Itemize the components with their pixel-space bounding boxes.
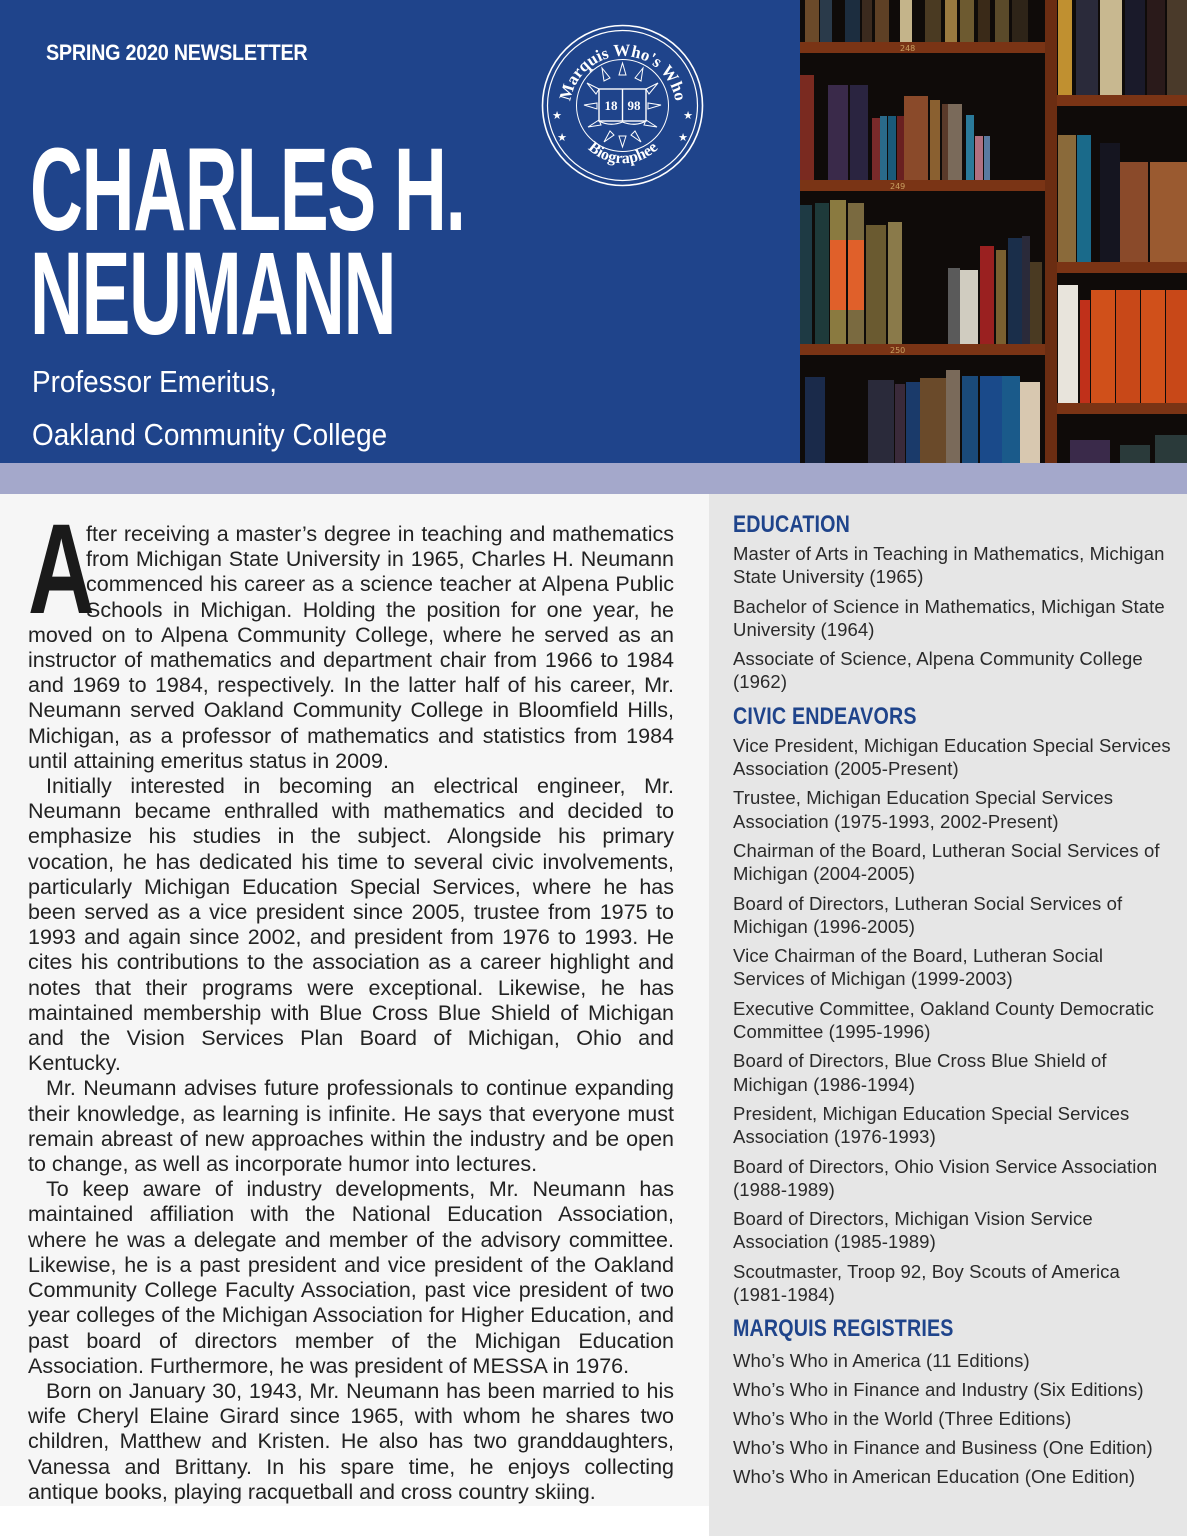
civic-item: Vice President, Michigan Education Special Services Association (2005-Present) (733, 734, 1171, 780)
civic-item: Scoutmaster, Troop 92, Boy Scouts of America (1981-1984) (733, 1260, 1120, 1306)
registry-item: Who’s Who in American Education (One Edition) (733, 1466, 1136, 1488)
svg-text:250: 250 (890, 346, 906, 355)
svg-text:★: ★ (678, 131, 688, 144)
svg-text:Biographee (585, 139, 661, 168)
subtitle (32, 355, 387, 461)
civic-item: Board of Directors, Michigan Vision Service Association (1985-1989) (733, 1208, 1093, 1253)
seal-bottom-text: Biographee (584, 138, 662, 168)
seal-year-right: 98 (627, 98, 641, 113)
registry-item: Who’s Who in Finance and Industry (Six Editions) (733, 1379, 1144, 1401)
svg-text:★: ★ (557, 131, 567, 144)
article-paragraph-1 (28, 498, 674, 774)
svg-text:★: ★ (552, 109, 562, 122)
registry-item: Who’s Who in the World (Three Editions) (733, 1408, 1072, 1430)
article-body (28, 498, 674, 1505)
education-heading: EDUCATION (733, 511, 851, 538)
newsletter-label: SPRING 2020 NEWSLETTER (46, 40, 308, 65)
svg-text:★: ★ (683, 109, 693, 122)
registry-item: Who’s Who in Finance and Business (One Edition) (733, 1437, 1153, 1459)
title-line-1: Professor Emeritus, (32, 364, 277, 399)
name-line-2: NEUMANN (30, 228, 396, 360)
marquis-seal-icon (540, 23, 705, 188)
divider-band (0, 463, 1187, 494)
registry-item: Who’s Who in America (11 Editions) (733, 1350, 1030, 1372)
education-item: Bachelor of Science in Mathematics, Michigan State University (1964) (733, 595, 1165, 640)
civic-item: Board of Directors, Lutheran Social Services of Michigan (1996-2005) (733, 892, 1123, 937)
civic-item: Board of Directors, Blue Cross Blue Shield of Michigan (1986-1994) (733, 1050, 1107, 1095)
education-item: Master of Arts in Teaching in Mathematics, Michigan State University (1965) (733, 543, 1165, 588)
title-line-2: Oakland Community College (32, 417, 388, 452)
paragraph-text: fter receiving a master’s degree in teaching and mathematics from Michigan State University in 1965, Charles H. Neumann commenced his career as a science teacher at Alpena Public Schools in Michigan. Holding the position for one year, he moved on to Alpena Community College, where he served as an instructor of mathematics and department chair from 1966 to 1984 and 1969 to 1984, respectively. In the latter half of his career, Mr. Neumann served Oakland Community College in Bloomfield Hills, Michigan, as a professor of mathematics and statistics from 1984 until attaining emeritus status in 2009. (28, 522, 674, 773)
article-paragraph-3: Mr. Neumann advises future professionals to continue expanding their knowledge, as learning is infinite. He says that everyone must remain abreast of new approaches within the industry and be open to change, as well as incorporate humor into lectures. (28, 1076, 674, 1177)
civic-heading: CIVIC ENDEAVORS (733, 702, 917, 730)
page-title (30, 124, 465, 360)
seal-year-left: 18 (604, 98, 618, 113)
civic-item: President, Michigan Education Special Services Association (1976-1993) (733, 1102, 1130, 1148)
svg-text:248: 248 (900, 44, 916, 53)
civic-item: Chairman of the Board, Lutheran Social Services of Michigan (2004-2005) (733, 839, 1160, 885)
name-line-1: CHARLES H. (30, 124, 465, 256)
article-paragraph-2: Initially interested in becoming an electrical engineer, Mr. Neumann became enthralled with mathematics and decided to emphasize his studies in the subject. Alongside his primary vocation, he has dedicated his time to several civic involvements, particularly Michigan Education Special Services, where he has been served as a vice president since 2005, trustee from 1975 to 1993 and again since 2002, and president from 1976 to 1993. He cites his contributions to the association as a career highlight and notes that their programs were exceptional. Likewise, he has maintained membership with Blue Cross Blue Shield of Michigan and the Vision Services Plan Board of Michigan, Ohio and Kentucky. (28, 774, 674, 1076)
bookshelf-image-icon (800, 0, 1187, 463)
civic-item: Vice Chairman of the Board, Lutheran Social Services of Michigan (1999-2003) (733, 945, 1104, 990)
drop-cap: A (28, 498, 95, 641)
civic-item: Trustee, Michigan Education Special Services Association (1975-1993, 2002-Present) (733, 787, 1114, 832)
education-item: Associate of Science, Alpena Community College (1962) (733, 648, 1143, 693)
svg-text:249: 249 (890, 182, 906, 191)
civic-item: Board of Directors, Ohio Vision Service Association (1988-1989) (733, 1155, 1158, 1200)
registries-heading: MARQUIS REGISTRIES (733, 1315, 954, 1343)
sidebar (709, 494, 1187, 1536)
article-paragraph-5: Born on January 30, 1943, Mr. Neumann has been married to his wife Cheryl Elaine Girard since 1965, with whom he shares two children, Matthew and Kristen. He also has two granddaughters, Vanessa and Brittany. In his spare time, he enjoys collecting antique books, playing racquetball and cross country skiing. (28, 1378, 674, 1504)
article-paragraph-4: To keep aware of industry developments, Mr. Neumann has maintained affiliation with the National Education Association, where he was a delegate and member of the advisory committee. Likewise, he is a past president and vice president of the Oakland Community College Faculty Association, past vice president of two year colleges of the Michigan Association for Higher Education, and past board of directors member of the Michigan Education Association. Furthermore, he was president of MESSA in 1976. (28, 1177, 674, 1378)
seal-top-text: Marquis Who's Who (555, 40, 691, 103)
civic-item: Executive Committee, Oakland County Democratic Committee (1995-1996) (733, 997, 1155, 1043)
bookshelf-photo (800, 0, 1187, 463)
